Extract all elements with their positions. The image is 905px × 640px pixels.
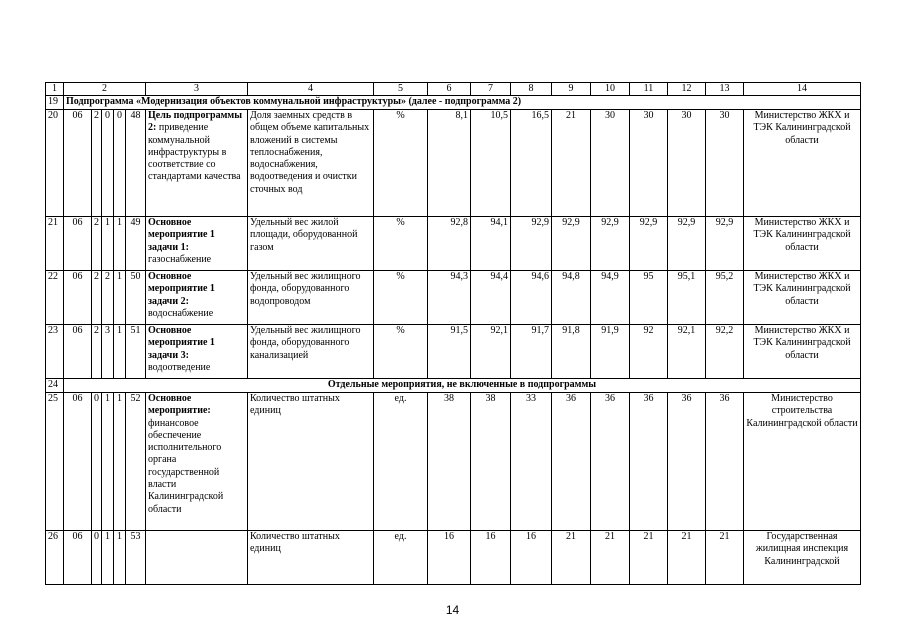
unit-cell: ед. — [374, 531, 428, 585]
row-number: 22 — [46, 271, 64, 325]
indicator-name: Удельный вес жилищного фонда, оборудованного канализацией — [248, 325, 374, 379]
value-cell: 92,1 — [668, 325, 706, 379]
value-cell: 38 — [471, 393, 511, 531]
value-cell: 36 — [591, 393, 630, 531]
code-cell: 2 — [92, 217, 102, 271]
activity-name — [146, 393, 248, 531]
header-cell: 1 — [46, 83, 64, 96]
unit-cell: % — [374, 271, 428, 325]
activity-name-rest: водоотведение — [148, 361, 211, 373]
code-cell: 51 — [126, 325, 146, 379]
value-cell: 94,6 — [511, 271, 552, 325]
code-cell: 2 — [92, 271, 102, 325]
activity-name — [146, 110, 248, 217]
activity-name-rest: газоснабжение — [148, 253, 212, 265]
header-cell: 2 — [64, 83, 146, 96]
value-cell: 30 — [591, 110, 630, 217]
value-cell: 16,5 — [511, 110, 552, 217]
activity-name-bold: Основное мероприятие: — [148, 393, 211, 417]
code-cell: 0 — [92, 393, 102, 531]
value-cell: 94,4 — [471, 271, 511, 325]
code-cell: 2 — [102, 271, 114, 325]
header-cell: 7 — [471, 83, 511, 96]
indicators-table — [45, 82, 861, 585]
activity-name — [146, 325, 248, 379]
value-cell: 92 — [630, 325, 668, 379]
value-cell: 21 — [630, 531, 668, 585]
table-row — [46, 325, 861, 379]
code-cell: 48 — [126, 110, 146, 217]
code-cell: 53 — [126, 531, 146, 585]
header-cell: 6 — [428, 83, 471, 96]
code-cell: 06 — [64, 325, 92, 379]
code-cell: 49 — [126, 217, 146, 271]
value-cell: 92,1 — [471, 325, 511, 379]
code-cell: 1 — [114, 393, 126, 531]
page-number: 14 — [445, 603, 460, 617]
responsible-cell: Министерство ЖКХ и ТЭК Калининградской области — [744, 217, 861, 271]
activity-name — [146, 217, 248, 271]
activity-name-rest: водоснабжение — [148, 307, 214, 319]
unit-cell: % — [374, 217, 428, 271]
value-cell: 30 — [630, 110, 668, 217]
unit-cell: ед. — [374, 393, 428, 531]
value-cell: 92,8 — [428, 217, 471, 271]
value-cell: 8,1 — [428, 110, 471, 217]
row-number: 24 — [46, 379, 64, 393]
value-cell: 94,8 — [552, 271, 591, 325]
value-cell: 91,7 — [511, 325, 552, 379]
header-cell: 10 — [591, 83, 630, 96]
value-cell: 92,9 — [591, 217, 630, 271]
section-title: Подпрограмма «Модернизация объектов коммунальной инфраструктуры» (далее - подпрограмма 2) — [64, 96, 861, 110]
value-cell: 92,9 — [630, 217, 668, 271]
code-cell: 1 — [102, 217, 114, 271]
row-number: 25 — [46, 393, 64, 531]
header-cell: 11 — [630, 83, 668, 96]
value-cell: 21 — [552, 531, 591, 585]
header-cell: 14 — [744, 83, 861, 96]
value-cell: 92,9 — [668, 217, 706, 271]
value-cell: 36 — [552, 393, 591, 531]
unit-cell: % — [374, 325, 428, 379]
row-number: 23 — [46, 325, 64, 379]
value-cell: 92,9 — [552, 217, 591, 271]
value-cell: 10,5 — [471, 110, 511, 217]
value-cell: 91,5 — [428, 325, 471, 379]
header-cell: 4 — [248, 83, 374, 96]
section-row — [46, 96, 861, 110]
row-number: 21 — [46, 217, 64, 271]
responsible-cell: Министерство ЖКХ и ТЭК Калининградской области — [744, 271, 861, 325]
value-cell: 95,1 — [668, 271, 706, 325]
row-number: 26 — [46, 531, 64, 585]
code-cell: 0 — [102, 110, 114, 217]
code-cell: 1 — [114, 271, 126, 325]
code-cell: 2 — [92, 325, 102, 379]
code-cell: 50 — [126, 271, 146, 325]
responsible-cell: Министерство ЖКХ и ТЭК Калининградской области — [744, 325, 861, 379]
indicator-name: Количество штатных единиц — [248, 393, 374, 531]
value-cell: 94,9 — [591, 271, 630, 325]
code-cell: 1 — [102, 531, 114, 585]
row-number: 20 — [46, 110, 64, 217]
indicator-name: Удельный вес жилой площади, оборудованной газом — [248, 217, 374, 271]
table-row — [46, 271, 861, 325]
indicator-name: Удельный вес жилищного фонда, оборудованного водопроводом — [248, 271, 374, 325]
header-cell: 8 — [511, 83, 552, 96]
code-cell: 06 — [64, 271, 92, 325]
value-cell: 16 — [471, 531, 511, 585]
value-cell: 91,8 — [552, 325, 591, 379]
unit-cell: % — [374, 110, 428, 217]
value-cell: 94,3 — [428, 271, 471, 325]
code-cell: 0 — [92, 531, 102, 585]
activity-name-bold: Цель подпрограммы 2: — [148, 110, 243, 134]
code-cell: 06 — [64, 531, 92, 585]
header-row — [46, 83, 861, 96]
code-cell: 0 — [114, 110, 126, 217]
value-cell: 94,1 — [471, 217, 511, 271]
table-row — [46, 531, 861, 585]
value-cell: 36 — [630, 393, 668, 531]
value-cell: 21 — [706, 531, 744, 585]
value-cell: 92,9 — [706, 217, 744, 271]
value-cell: 36 — [706, 393, 744, 531]
table-row — [46, 393, 861, 531]
code-cell: 3 — [102, 325, 114, 379]
activity-name — [146, 271, 248, 325]
section-title: Отдельные мероприятия, не включенные в подпрограммы — [64, 379, 861, 393]
code-cell: 52 — [126, 393, 146, 531]
value-cell: 36 — [668, 393, 706, 531]
activity-name-bold: Основное мероприятие 1 задачи 1: — [148, 217, 215, 253]
code-cell: 2 — [92, 110, 102, 217]
indicator-name: Количество штатных единиц — [248, 531, 374, 585]
header-cell: 12 — [668, 83, 706, 96]
code-cell: 1 — [114, 325, 126, 379]
value-cell: 33 — [511, 393, 552, 531]
section-row — [46, 379, 861, 393]
value-cell: 21 — [668, 531, 706, 585]
activity-name — [146, 531, 248, 585]
value-cell: 91,9 — [591, 325, 630, 379]
activity-name-bold: Основное мероприятие 1 задачи 2: — [148, 271, 215, 307]
value-cell: 16 — [511, 531, 552, 585]
header-cell: 13 — [706, 83, 744, 96]
row-number: 19 — [46, 96, 64, 110]
code-cell: 1 — [114, 217, 126, 271]
value-cell: 95 — [630, 271, 668, 325]
header-cell: 5 — [374, 83, 428, 96]
value-cell: 38 — [428, 393, 471, 531]
table-row — [46, 217, 861, 271]
code-cell: 1 — [102, 393, 114, 531]
value-cell: 16 — [428, 531, 471, 585]
responsible-cell: Министерство ЖКХ и ТЭК Калининградской области — [744, 110, 861, 217]
code-cell: 06 — [64, 110, 92, 217]
value-cell: 21 — [552, 110, 591, 217]
value-cell: 30 — [668, 110, 706, 217]
header-cell: 9 — [552, 83, 591, 96]
value-cell: 92,9 — [511, 217, 552, 271]
activity-name-rest: финансовое обеспечение исполнительного органа государственной власти Калининградской области — [148, 417, 224, 515]
activity-name-bold: Основное мероприятие 1 задачи 3: — [148, 325, 215, 361]
responsible-cell: Государственная жилищная инспекция Калининградской — [744, 531, 861, 585]
table-row — [46, 110, 861, 217]
header-cell: 3 — [146, 83, 248, 96]
value-cell: 92,2 — [706, 325, 744, 379]
indicator-name: Доля заемных средств в общем объеме капитальных вложений в системы теплоснабжения, водоснабжения, водоотведения и очистки сточных вод — [248, 110, 374, 217]
code-cell: 1 — [114, 531, 126, 585]
activity-name-rest: приведение коммунальной инфраструктуры в соответствие со стандартами качества — [148, 122, 241, 183]
code-cell: 06 — [64, 393, 92, 531]
code-cell: 06 — [64, 217, 92, 271]
responsible-cell: Министерство строительства Калининградской области — [744, 393, 861, 531]
value-cell: 30 — [706, 110, 744, 217]
value-cell: 21 — [591, 531, 630, 585]
value-cell: 95,2 — [706, 271, 744, 325]
